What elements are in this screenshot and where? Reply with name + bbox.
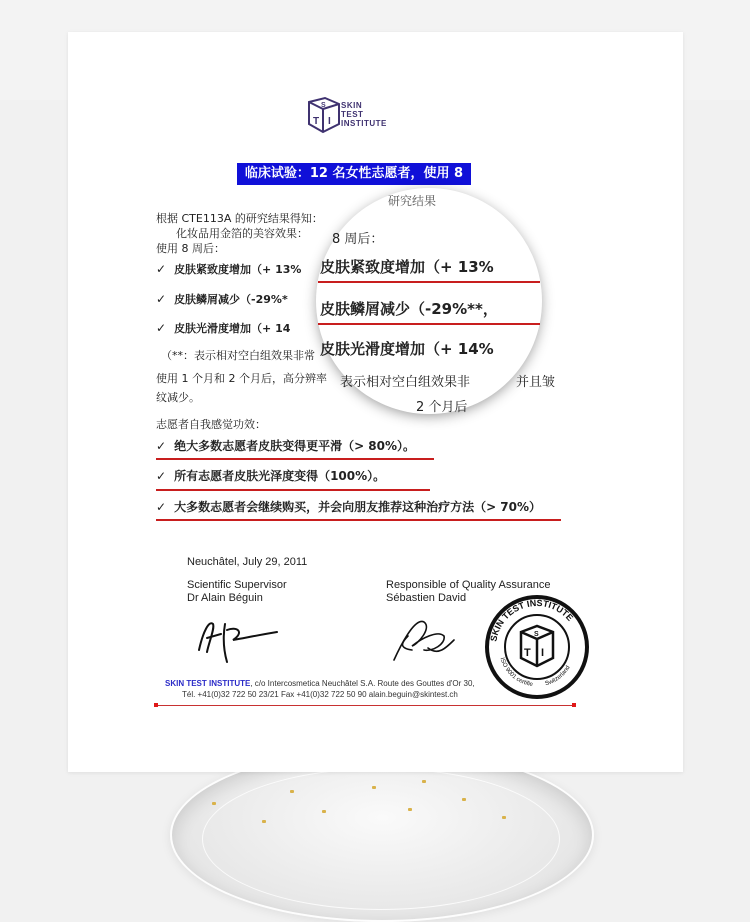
document-title: 临床试验：12 名女性志愿者，使用 8 周 (237, 163, 471, 185)
svg-text:T: T (313, 116, 320, 127)
underline (156, 458, 434, 460)
right-signatory-name: Sébastien David (386, 592, 467, 604)
result-item (156, 321, 290, 336)
paragraph-line: 纹减少。 (156, 391, 200, 404)
magnifier-bottom-text: 表示相对空白组效果非 (340, 375, 471, 390)
gold-flake (372, 786, 376, 789)
logo-wordmark (341, 101, 387, 128)
stamp-top-text: SKIN TEST INSTITUTE (488, 597, 576, 643)
perception-label: 所有志愿者皮肤光泽度变得（100%）。 (174, 469, 386, 483)
magnifier-item: 皮肤光滑度增加（+ 14% (320, 340, 494, 358)
stamp-left-text: ISO 9001 certifie (498, 657, 534, 689)
self-perception-heading: 志愿者自我感觉功效： (156, 418, 266, 431)
check-icon: ✓ (156, 292, 167, 306)
logo-line: SKIN (341, 101, 363, 110)
svg-text:S: S (534, 631, 539, 638)
intro-line: 使用 8 周后： (156, 242, 225, 255)
perception-item (156, 499, 541, 515)
result-item (156, 292, 288, 307)
logo-line: INSTITUTE (341, 119, 387, 128)
check-icon: ✓ (156, 439, 167, 453)
left-signature (193, 612, 283, 670)
result-label: 皮肤紧致度增加（+ 13% (174, 263, 302, 276)
gold-flake (322, 810, 326, 813)
underline (156, 489, 430, 491)
gold-flake (422, 780, 426, 783)
left-signatory-name: Dr Alain Béguin (187, 592, 263, 604)
gold-flake (290, 790, 294, 793)
gold-flake (502, 816, 506, 819)
magnifier-bottom-text: 并且皱 (516, 375, 556, 390)
magnifier-week: 8 周后： (332, 232, 384, 247)
perception-label: 大多数志愿者会继续购买，并会向朋友推荐这种治疗方法（> 70%） (174, 500, 542, 514)
footer-contacts: Tél. +41(0)32 722 50 23/21 Fax +41(0)32 722 50 90 alain.beguin@skintest.ch (182, 690, 458, 699)
magnifier-underline (318, 323, 540, 325)
check-icon: ✓ (156, 262, 167, 276)
gold-flake (212, 802, 216, 805)
footer-address (165, 679, 475, 688)
magnifier-top-text: 研究结果 (388, 194, 437, 208)
result-item (156, 262, 301, 277)
magnifier-item: 皮肤鳞屑减少（-29%**， (320, 300, 498, 318)
selection-handle[interactable] (154, 703, 158, 707)
footer-brand: SKIN TEST INSTITUTE (165, 679, 251, 688)
petri-dish-rim (202, 768, 560, 910)
intro-line: 化妆品用金箔的美容效果： (176, 227, 308, 240)
perception-item (156, 468, 385, 484)
perception-label: 绝大多数志愿者皮肤变得更平滑（> 80%）。 (174, 439, 416, 453)
check-icon: ✓ (156, 321, 167, 335)
result-label: 皮肤鳞屑减少（-29%* (174, 293, 288, 306)
footnote: （**：表示相对空白组效果非常 (161, 349, 315, 362)
stamp-right-text: Switzerland (544, 664, 572, 688)
gold-flake (262, 820, 266, 823)
check-icon: ✓ (156, 500, 167, 514)
intro-line: 根据 CTE113A 的研究结果得知： (156, 212, 323, 225)
logo-line: TEST (341, 110, 364, 119)
petri-dish-image (170, 748, 594, 922)
certification-stamp (484, 594, 590, 700)
selection-line (156, 705, 574, 706)
place-date: Neuchâtel, July 29, 2011 (187, 556, 308, 568)
right-signature (388, 608, 468, 668)
selection-handle[interactable] (572, 703, 576, 707)
svg-text:S: S (321, 102, 326, 109)
paragraph-line: 使用 1 个月和 2 个月后，高分辨率 (156, 372, 327, 385)
magnifier-item: 皮肤紧致度增加（+ 13% (320, 258, 494, 276)
gold-flake (462, 798, 466, 801)
right-signatory-role: Responsible of Quality Assurance (386, 579, 551, 591)
gold-flake (408, 808, 412, 811)
svg-text:I: I (328, 116, 331, 127)
magnifier-lens (318, 190, 556, 415)
left-signatory-role: Scientific Supervisor (187, 579, 287, 591)
underline (156, 519, 561, 521)
result-label: 皮肤光滑度增加（+ 14 (174, 322, 291, 335)
svg-text:T: T (524, 647, 531, 659)
magnifier-bottom-text: 2 个月后 (416, 400, 468, 415)
perception-item (156, 438, 415, 454)
check-icon: ✓ (156, 469, 167, 483)
footer-address-text: , c/o Intercosmetica Neuchâtel S.A. Route des Gouttes d'Or 30, (250, 679, 475, 688)
magnifier-underline (318, 281, 540, 283)
svg-text:I: I (541, 647, 545, 659)
